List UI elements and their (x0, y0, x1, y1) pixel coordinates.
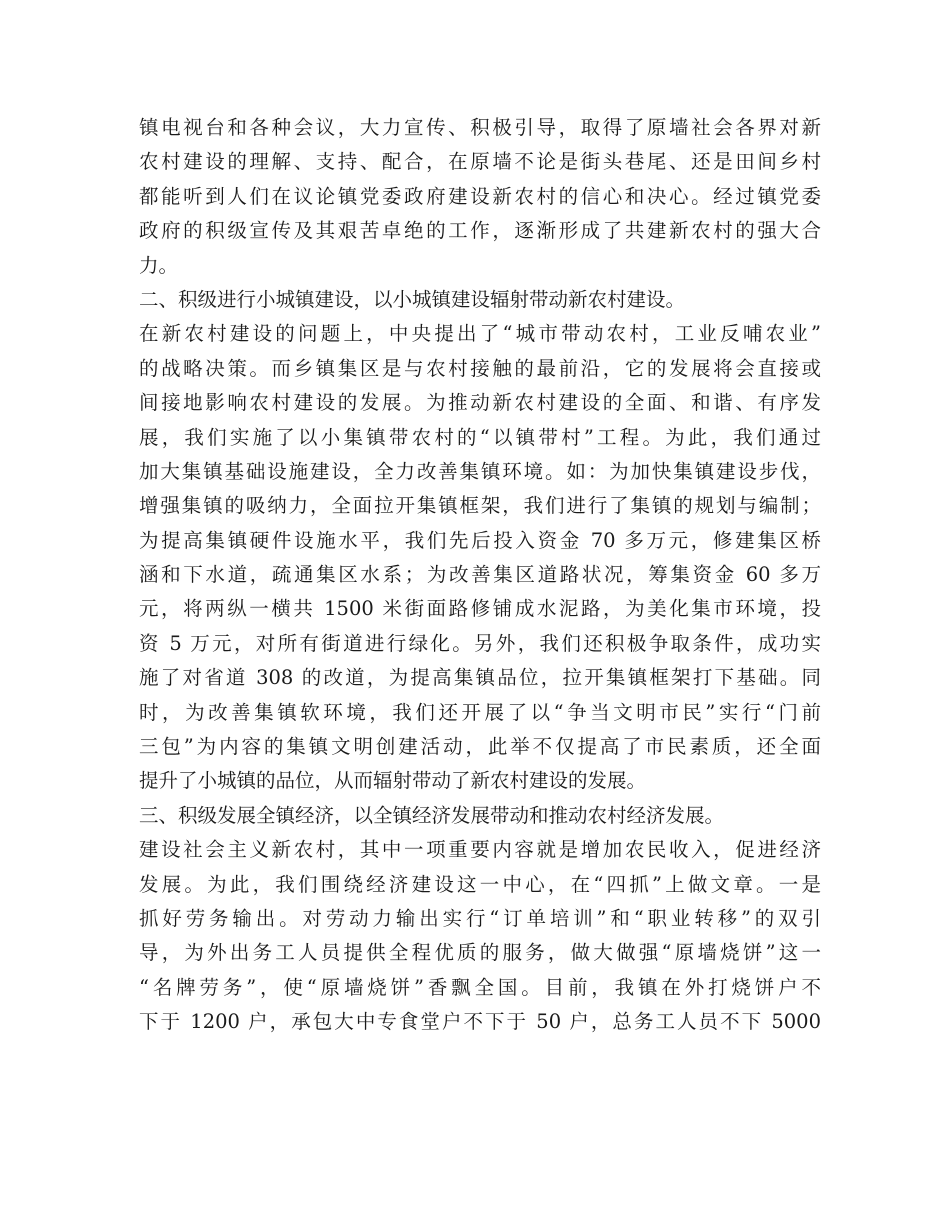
text-line: 下于 1200 户，承包大中专食堂户不下于 50 户，总务工人员不下 5000 (139, 1010, 821, 1034)
text-line: 元，将两纵一横共 1500 米街面路修铺成水泥路，为美化集市环境，投 (139, 597, 821, 621)
text-line: 时，为改善集镇软环境，我们还开展了以“争当文明市民”实行“门前 (139, 700, 821, 724)
text-line: 加大集镇基础设施建设，全力改善集镇环境。如：为加快集镇建设步伐， (139, 459, 821, 483)
text-line: 镇电视台和各种会议，大力宣传、积极引导，取得了原墙社会各界对新 (139, 116, 821, 139)
text-line: 间接地影响农村建设的发展。为推动新农村建设的全面、和谐、有序发 (139, 391, 821, 415)
text-line: 资 5 万元，对所有街道进行绿化。另外，我们还积极争取条件，成功实 (139, 631, 821, 655)
text-line: 为提高集镇硬件设施水平，我们先后投入资金 70 多万元，修建集区桥 (139, 528, 821, 552)
text-line: 都能听到人们在议论镇党委政府建设新农村的信心和决心。经过镇党委 (139, 184, 821, 208)
text-line: 施了对省道 308 的改道，为提高集镇品位，拉开集镇框架打下基础。同 (139, 666, 821, 690)
text-line: 涵和下水道，疏通集区水系；为改善集区道路状况，筹集资金 60 多万 (139, 563, 821, 587)
text-line: 建设社会主义新农村，其中一项重要内容就是增加农民收入，促进经济 (139, 838, 821, 862)
section-heading: 三、积级发展全镇经济，以全镇经济发展带动和推动农村经济发展。 (139, 803, 725, 827)
text-line: 农村建设的理解、支持、配合，在原墙不论是街头巷尾、还是田间乡村 (139, 150, 821, 174)
text-line: 力。 (139, 253, 179, 277)
text-line: 发展。为此，我们围绕经济建设这一中心，在“四抓”上做文章。一是 (139, 872, 821, 896)
text-line: 导，为外出务工人员提供全程优质的服务，做大做强“原墙烧饼”这一 (139, 941, 821, 965)
text-line: 政府的积级宣传及其艰苦卓绝的工作，逐渐形成了共建新农村的强大合 (139, 219, 821, 243)
text-line: 提升了小城镇的品位，从而辐射带动了新农村建设的发展。 (139, 769, 647, 793)
text-line: 三包”为内容的集镇文明创建活动，此举不仅提高了市民素质，还全面 (139, 735, 821, 759)
text-line: 在新农村建设的问题上，中央提出了“城市带动农村，工业反哺农业” (139, 322, 821, 346)
text-line: “名牌劳务”，使“原墙烧饼”香飘全国。目前，我镇在外打烧饼户不 (139, 975, 821, 999)
text-line: 的战略决策。而乡镇集区是与农村接触的最前沿，它的发展将会直接或 (139, 356, 821, 380)
document-body (139, 111, 821, 1040)
text-line: 抓好劳务输出。对劳动力输出实行“订单培训”和“职业转移”的双引 (139, 906, 821, 930)
section-heading: 二、积级进行小城镇建设，以小城镇建设辐射带动新农村建设。 (139, 287, 686, 311)
text-line: 增强集镇的吸纳力，全面拉开集镇框架，我们进行了集镇的规划与编制； (139, 494, 821, 518)
text-line: 展，我们实施了以小集镇带农村的“以镇带村”工程。为此，我们通过 (139, 425, 821, 449)
